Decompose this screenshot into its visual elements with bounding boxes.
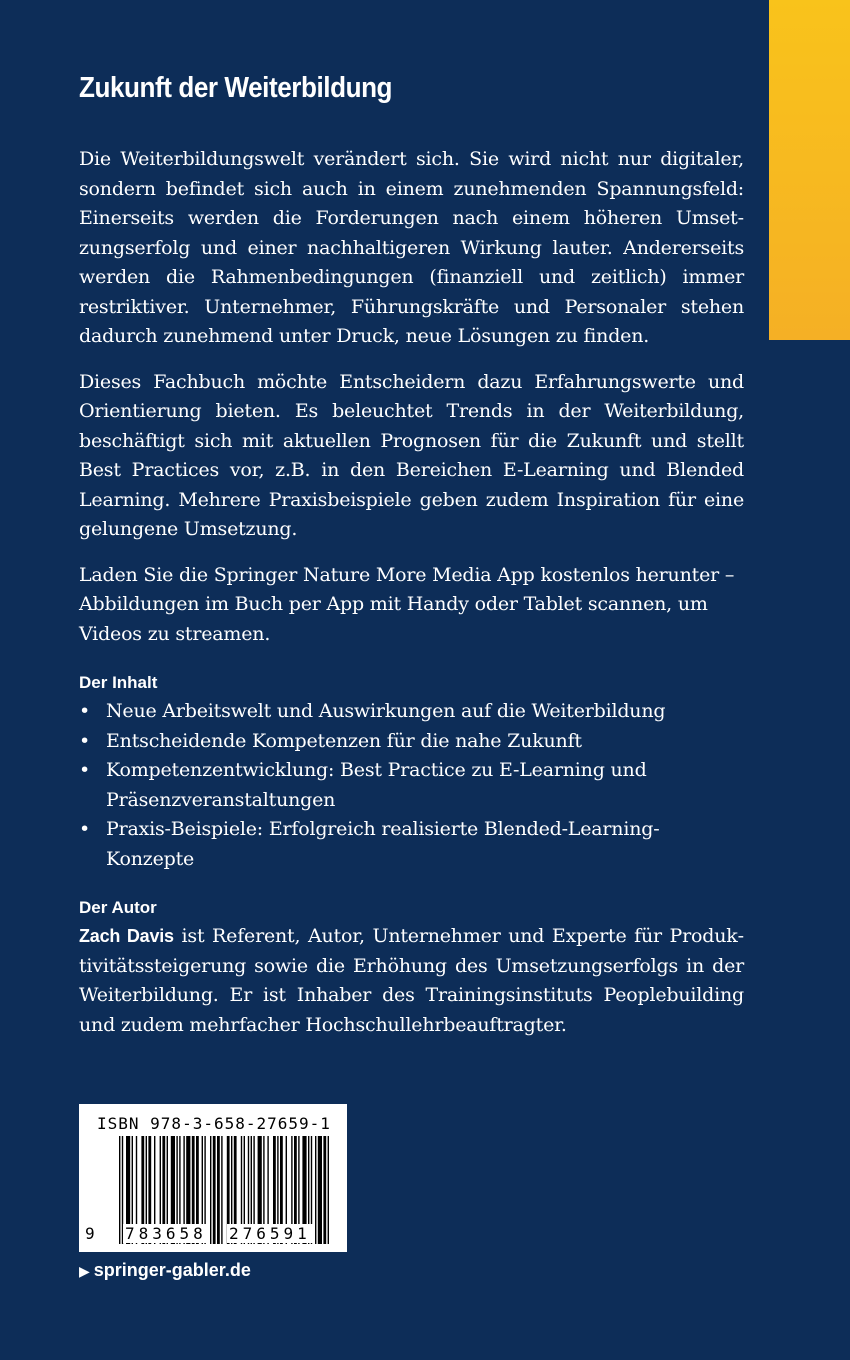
barcode-digits-left: 783658 <box>125 1224 207 1243</box>
barcode-bar <box>318 1136 322 1244</box>
list-item: • Entscheidende Kompetenzen für die nahe Zukunft <box>79 727 744 757</box>
contents-heading: Der Inhalt <box>79 673 158 692</box>
list-item: • Neue Arbeitswelt und Auswirkungen auf die Weiterbildung <box>79 697 744 727</box>
play-arrow-icon: ▶ <box>79 1263 90 1279</box>
list-item: • Kompetenzentwicklung: Best Practice zu E-Learning und Präsenzveranstaltungen <box>79 756 744 815</box>
website-link[interactable] <box>79 1260 251 1281</box>
app-paragraph: Laden Sie die Springer Nature More Media App kostenlos herunter – Abbildungen im Buch per App mit Handy oder Tablet scannen, um Videos zu streamen. <box>79 563 735 645</box>
intro-paragraph: Die Weiterbildungswelt verändert sich. Sie wird nicht nur digitaler, sondern befindet sich auch in einem zunehmenden Spannungsfeld: Einerseits werden die Forderungen nach einem höheren Umsetzungserfolg und einer nachhaltigeren Wirkung lauter. Andererseits werden die Rahmenbedingungen (finanziell und zeitlich) immer restriktiver. Unternehmer, Führungskräfte und Personaler stehen dadurch zunehmend unter Druck, neue Lösungen zu finden. <box>79 148 744 347</box>
barcode-bar <box>213 1136 216 1244</box>
website-link-text: springer-gabler.de <box>93 1260 251 1280</box>
page-title: Zukunft der Weiterbildung <box>79 72 393 104</box>
isbn-label: ISBN 978-3-658-27659-1 <box>97 1114 331 1133</box>
author-bio-text: ist Referent, Autor, Unternehmer und Experte für Produktivitätssteigerung sowie die Erhöhung des Umsetzungserfolgs in der Weiterbildung. Er ist Inhaber des Trainingsinstituts Peoplebuilding und zudem mehrfacher Hochschullehrbeauftragter. <box>79 925 744 1036</box>
description-paragraph: Dieses Fachbuch möchte Entscheidern dazu Erfahrungswerte und Orientierung bieten. Es beleuchtet Trends in der Weiterbildung, beschäftigt sich mit aktuellen Prognosen für die Zukunft und stellt Best Practices vor, z.B. in den Bereichen E-Learning und Blended Learning. Mehrere Praxisbeispiele geben zudem Inspiration für eine gelungene Umsetzung. <box>79 370 744 540</box>
barcode-digits-right: 276591 <box>229 1224 311 1243</box>
contents-list <box>79 697 744 874</box>
accent-bar <box>769 0 850 340</box>
isbn-barcode <box>79 1104 347 1252</box>
barcode-bar <box>210 1136 211 1244</box>
author-heading: Der Autor <box>79 898 157 917</box>
list-item: • Praxis-Beispiele: Erfolgreich realisierte Blended-Learning-Konzepte <box>79 815 744 874</box>
barcode-bar <box>217 1136 220 1244</box>
barcode-bar <box>221 1136 222 1244</box>
barcode-bar <box>119 1136 120 1244</box>
barcode-bar <box>315 1136 316 1244</box>
author-name: Zach Davis <box>79 926 174 946</box>
barcode-bar <box>328 1136 329 1244</box>
barcode-digit-first: 9 <box>85 1224 95 1243</box>
barcode-bar <box>323 1136 326 1244</box>
back-cover-text <box>79 72 744 1056</box>
author-bio <box>79 922 744 1040</box>
